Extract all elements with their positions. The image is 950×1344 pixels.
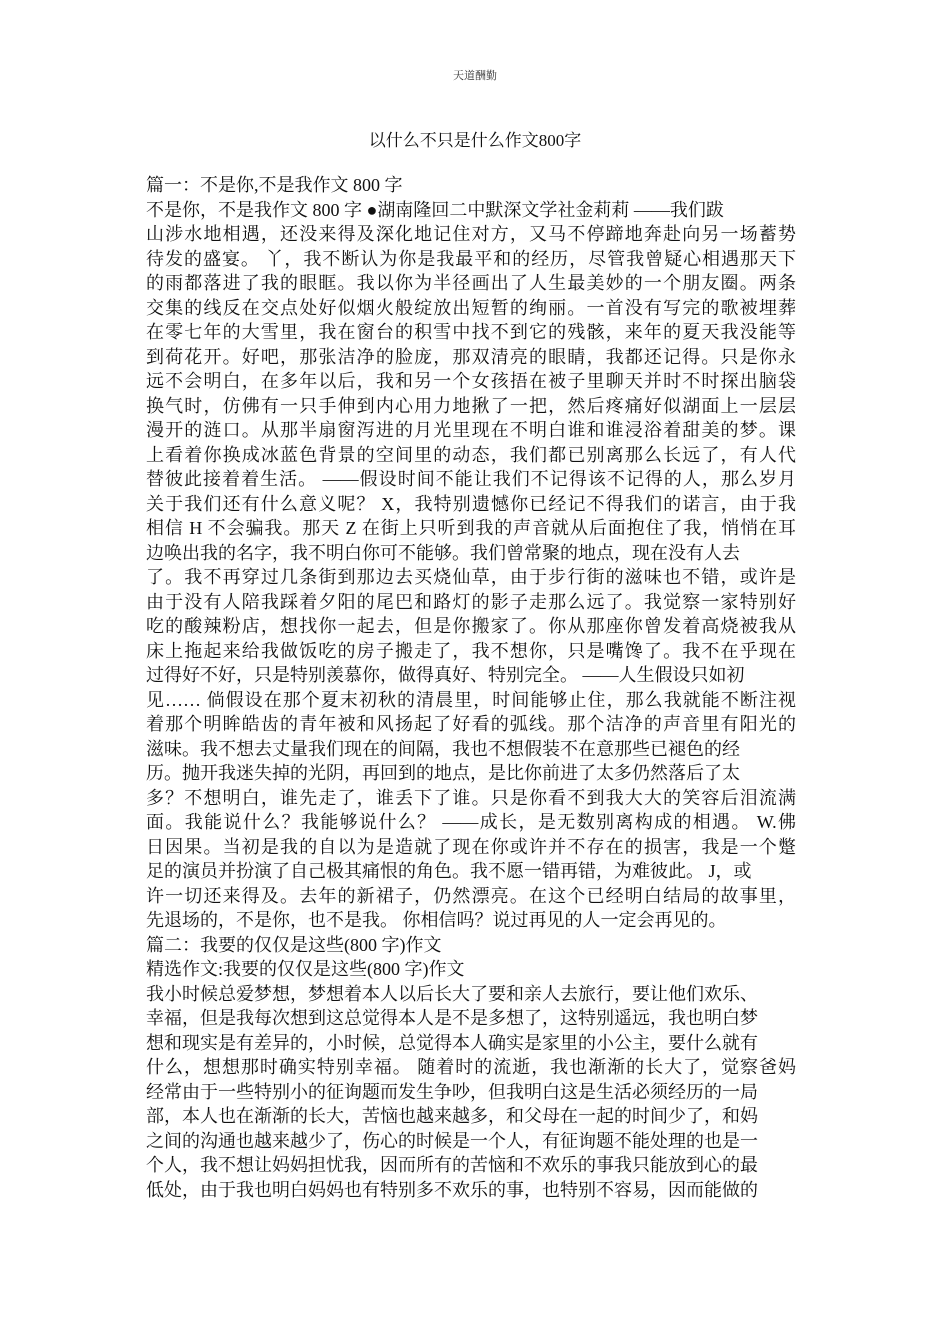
text-line: 我小时候总爱梦想，梦想着本人以后长大了要和亲人去旅行，要让他们欢乐、 xyxy=(146,983,758,1004)
document-body xyxy=(146,173,796,1202)
text-line: 许一切还来得及。去年的新裙子，仍然漂亮。在这个已经明白结局的故事里， xyxy=(146,885,796,906)
text-line: 多？不想明白，谁先走了，谁丢下了谁。只是你看不到我大大的笑容后泪流满 xyxy=(146,787,796,808)
text-line: 山涉水地相遇，还没来得及深化地记住对方，又马不停蹄地奔赴向另一场蓄势 xyxy=(146,224,796,244)
text-line: 吃的酸辣粉店，想找你一起去，但是你搬家了。你从那座你曾发着高烧被我从 xyxy=(146,616,796,636)
text-line: 关于我们还有什么意义呢？ X，我特别遗憾你已经记不得我们的诺言，由于我 xyxy=(146,493,796,514)
text-line: 床上拖起来给我做饭吃的房子搬走了，我不想你，只是嘴馋了。我不在乎现在 xyxy=(146,640,796,661)
text-line: 精选作文:我要的仅仅是这些(800 字)作文 xyxy=(146,959,465,979)
text-line: 个人，我不想让妈妈担忧我，因而所有的苦恼和不欢乐的事我只能放到心的最 xyxy=(146,1155,758,1175)
text-line: 先退场的，不是你，也不是我。 你相信吗？说过再见的人一定会再见的。 xyxy=(146,910,727,930)
text-line: 漫开的涟口。从那半扇窗泻进的月光里现在不明白谁和谁浸浴着甜美的梦。课 xyxy=(146,420,796,440)
text-line: 上看着你换成冰蓝色背景的空间里的动态，我们都已别离那么长远了，有人代 xyxy=(146,444,796,465)
text-line: 经常由于一些特别小的征询题而发生争吵，但我明白这是生活必须经历的一局 xyxy=(146,1081,758,1102)
document-title: 以什么不只是什么作文800字 xyxy=(368,131,582,150)
text-line: 部，本人也在渐渐的长大，苦恼也越来越多，和父母在一起的时间少了，和妈 xyxy=(146,1106,758,1126)
text-line: 过得好不好，只是特别羡慕你，做得真好、特别完全。 ——人生假设只如初 xyxy=(146,665,745,685)
text-line: 交集的线反在交点处好似烟火般绽放出短暂的绚丽。一首没有写完的歌被埋葬 xyxy=(146,297,796,318)
text-line: 面。我能说什么？我能够说什么？ ——成长，是无数别离构成的相遇。 W.佛 xyxy=(146,812,796,832)
text-line: 低处，由于我也明白妈妈也有特别多不欢乐的事，也特别不容易，因而能做的 xyxy=(146,1179,758,1200)
text-line: 日因果。当初是我的自以为是造就了现在你或许并不存在的损害，我是一个蹩 xyxy=(146,836,796,857)
text-line: 待发的盛宴。 丫，我不断认为你是我最平和的经历，尽管我曾疑心相遇那天下 xyxy=(146,248,796,269)
text-line: 篇一：不是你,不是我作文 800 字 xyxy=(146,175,403,195)
text-line: 由于没有人陪我踩着夕阳的尾巴和路灯的影子走那么远了。我觉察一家特别好 xyxy=(146,591,796,612)
text-line: 相信 H 不会骗我。那天 Z 在街上只听到我的声音就从后面抱住了我，悄悄在耳 xyxy=(146,518,796,538)
text-line: 什么，想想那时确实特别幸福。 随着时的流逝，我也渐渐的长大了，觉察爸妈 xyxy=(146,1057,796,1077)
text-line: 到荷花开。好吧，那张洁净的脸庞，那双清亮的眼睛，我都还记得。只是你永 xyxy=(146,346,796,367)
text-line: 之间的沟通也越来越少了，伤心的时候是一个人，有征询题不能处理的也是一 xyxy=(146,1130,758,1151)
text-line: 篇二：我要的仅仅是这些(800 字)作文 xyxy=(146,934,442,955)
text-line: 见…… 倘假设在那个夏末初秋的清晨里，时间能够止住，那么我就能不断注视 xyxy=(146,689,796,710)
page-header: 天道酬勤 xyxy=(453,70,497,82)
text-line: 边唤出我的名字，我不明白你可不能够。我们曾常聚的地点，现在没有人去 xyxy=(146,542,740,563)
text-line: 在零七年的大雪里，我在窗台的积雪中找不到它的残骸，来年的夏天我没能等 xyxy=(146,322,796,342)
text-line: 滋味。我不想去丈量我们现在的间隔，我也不想假装不在意那些已褪色的经 xyxy=(146,738,740,759)
text-line: 想和现实是有差异的，小时候，总觉得本人确实是家里的小公主，要什么就有 xyxy=(146,1032,758,1053)
text-line: 替彼此接着着生活。 ——假设时间不能让我们不记得该不记得的人，那么岁月 xyxy=(146,469,796,489)
text-line: 远不会明白，在多年以后，我和另一个女孩捂在被子里聊天并时不时探出脑袋 xyxy=(146,371,796,391)
text-line: 的雨都落进了我的眼眶。我以你为半径画出了人生最美妙的一个朋友圈。两条 xyxy=(146,273,796,293)
text-line: 历。抛开我迷失掉的光阴，再回到的地点，是比你前进了太多仍然落后了太 xyxy=(146,763,740,783)
text-line: 不是你，不是我作文 800 字 ●湖南隆回二中默深文学社金莉莉 ——我们跋 xyxy=(146,199,724,220)
text-line: 了。我不再穿过几条街到那边去买烧仙草，由于步行街的滋味也不错，或许是 xyxy=(146,567,796,587)
text-line: 着那个明眸皓齿的青年被和风扬起了好看的弧线。那个洁净的声音里有阳光的 xyxy=(146,714,796,734)
text-line: 幸福，但是我每次想到这总觉得本人是不是多想了，这特别遥远，我也明白梦 xyxy=(146,1008,758,1028)
text-line: 足的演员并扮演了自己极其痛恨的角色。我不愿一错再错，为难彼此。 J，或 xyxy=(146,861,752,881)
text-line: 换气时，仿佛有一只手伸到内心用力地揪了一把，然后疼痛好似湖面上一层层 xyxy=(146,395,796,416)
